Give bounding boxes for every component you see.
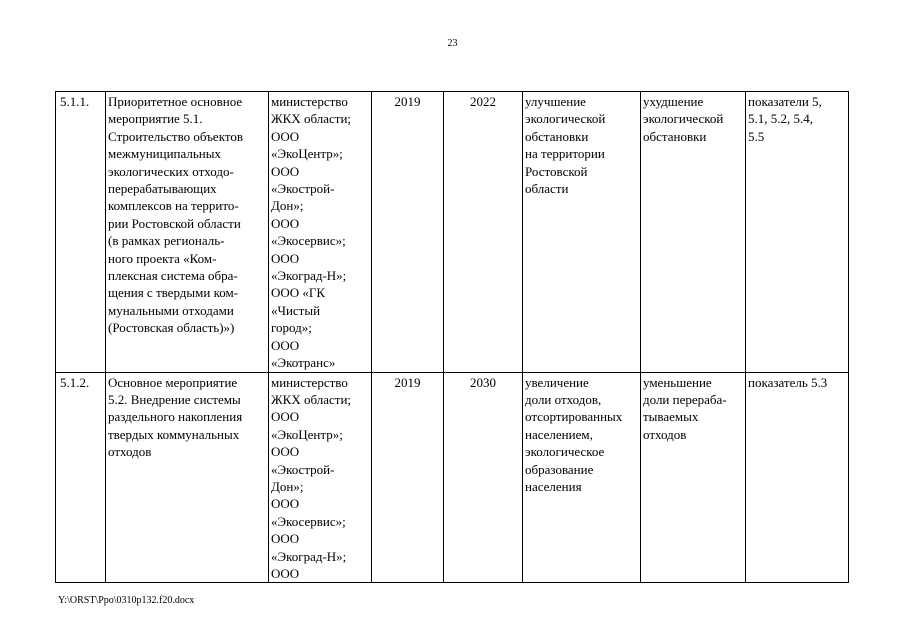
expected-result: улучшение экологической обстановки на территории Ростовской области bbox=[523, 92, 641, 373]
footer-file-path: Y:\ORST\Ppo\0310p132.f20.docx bbox=[58, 595, 195, 606]
row-number: 5.1.1. bbox=[56, 92, 106, 373]
end-year: 2030 bbox=[444, 372, 523, 583]
table-row bbox=[56, 92, 849, 373]
executor: министерство ЖКХ области; ООО «ЭкоЦентр»; ООО «Экострой- Дон»; ООО «Экосервис»; ООО «Экоград-Н»; ООО bbox=[269, 372, 372, 583]
measures-table bbox=[55, 91, 849, 583]
table-row bbox=[56, 372, 849, 583]
start-year: 2019 bbox=[372, 92, 444, 373]
non-implementation-consequence: уменьшение доли перераба- тываемых отходов bbox=[641, 372, 746, 583]
end-year: 2022 bbox=[444, 92, 523, 373]
executor: министерство ЖКХ области; ООО «ЭкоЦентр»; ООО «Экострой- Дон»; ООО «Экосервис»; ООО «Экоград-Н»; ООО «ГК «Чистый город»; ООО «Экотранс» bbox=[269, 92, 372, 373]
related-indicators: показатели 5, 5.1, 5.2, 5.4, 5.5 bbox=[746, 92, 849, 373]
related-indicators: показатель 5.3 bbox=[746, 372, 849, 583]
start-year: 2019 bbox=[372, 372, 444, 583]
measure-name: Приоритетное основное мероприятие 5.1. Строительство объектов межмуниципальных экологических отходо- перерабатывающих комплексов на террито- рии Ростовской области (в рамках региональ- ного проекта «Ком- плексная система обра- щения с твердыми ком- мунальными отходами (Ростовская область)») bbox=[106, 92, 269, 373]
non-implementation-consequence: ухудшение экологической обстановки bbox=[641, 92, 746, 373]
measure-name: Основное мероприятие 5.2. Внедрение системы раздельного накопления твердых коммунальных отходов bbox=[106, 372, 269, 583]
row-number: 5.1.2. bbox=[56, 372, 106, 583]
expected-result: увеличение доли отходов, отсортированных населением, экологическое образование населения bbox=[523, 372, 641, 583]
page-number: 23 bbox=[447, 38, 458, 49]
